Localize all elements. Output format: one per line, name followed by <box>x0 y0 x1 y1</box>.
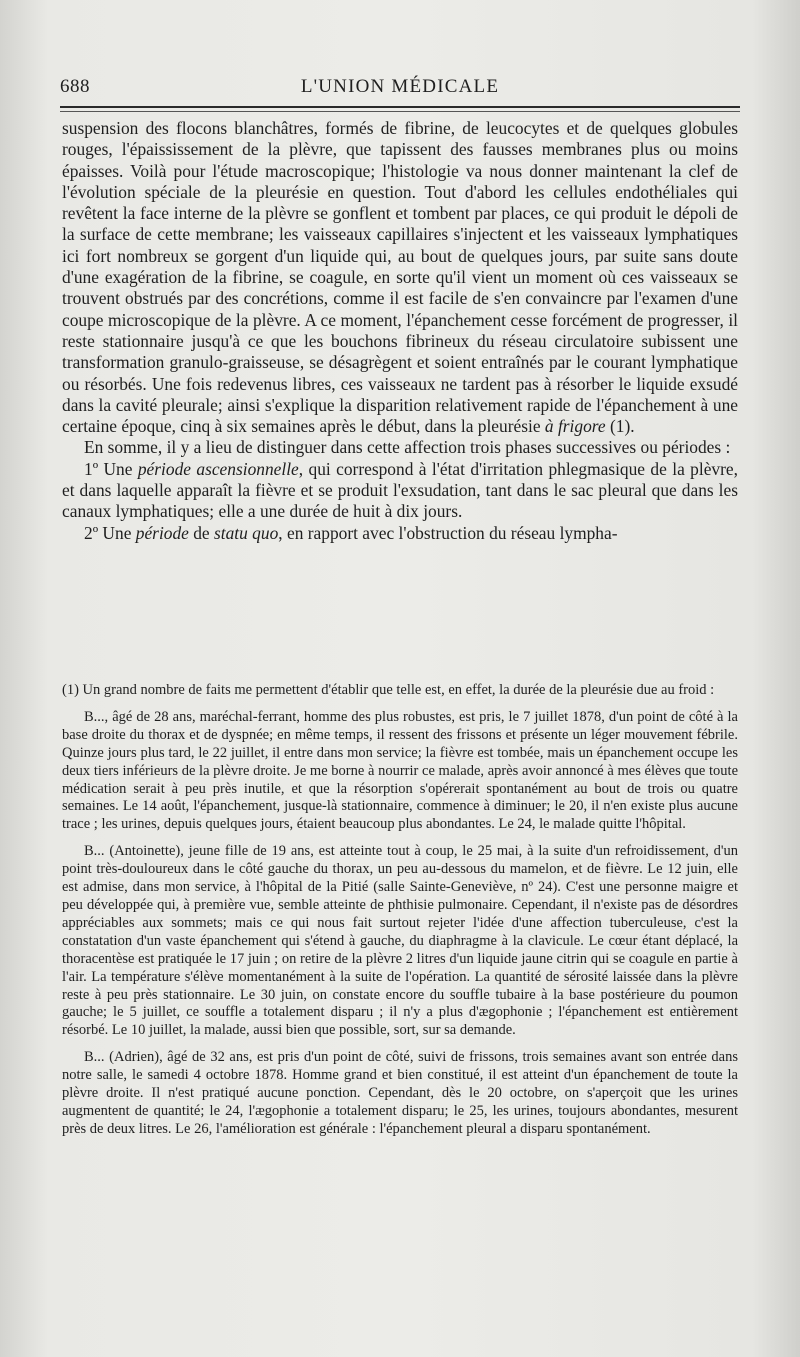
header-rule <box>60 106 740 108</box>
running-head: L'UNION MÉDICALE <box>300 76 500 97</box>
footnote-1: (1) Un grand nombre de faits me permettent d'établir que telle est, en effet, la durée de la pleurésie due au froid : <box>62 682 715 698</box>
paragraph-3: 1º Une période ascensionnelle, qui correspond à l'état d'irritation phlegmasique de la plèvre, et dans laquelle apparaît la fièvre et se produit l'exsudation, tant dans le sac pleural que dans les canaux lymphatiques; elle a une durée de huit à dix jours. <box>62 458 738 522</box>
footnotes <box>62 682 738 1139</box>
paragraph-2: En somme, il y a lieu de distinguer dans cette affection trois phases successives ou périodes : <box>84 437 731 458</box>
paragraph-4: 2º Une période de statu quo, en rapport avec l'obstruction du réseau lympha- <box>84 522 618 543</box>
case-report-1: B..., âgé de 28 ans, maréchal-ferrant, homme des plus robustes, est pris, le 7 juillet 1878, d'un point de côté à la base droite du thorax et de dyspnée; en même temps, il ressent des frissons et présente un léger mouvement fébrile. Quinze jours plus tard, le 22 juillet, il entre dans mon service; la fièvre est tombée, mais un épanchement occupe les deux tiers inférieurs de la plèvre droite. Je me borne à nourrir ce malade, après avoir annoncé à mes élèves que toute médication serait à peu près inutile, et que la résorption s'opérerait spontanément au bout de trois ou quatre semaines. Le 14 août, l'épanchement, jusque-là stationnaire, commence à diminuer; le 20, il n'en existe plus aucune trace ; les urines, depuis quelques jours, étaient beaucoup plus abondantes. Le 24, le malade quitte l'hôpital. <box>62 708 738 833</box>
header-rule-thin <box>60 111 740 112</box>
main-text <box>62 118 738 544</box>
case-report-2: B... (Antoinette), jeune fille de 19 ans, est atteinte tout à coup, le 25 mai, à la suite d'un refroidissement, d'un point très-douloureux dans le côté gauche du thorax, un peu au-dessous du mamelon, et de fièvre. Le 12 juin, elle est admise, dans mon service, à l'hôpital de la Pitié (salle Sainte-Geneviève, nº 24). C'est une personne maigre et peu développée qui, à première vue, semble atteinte de phthisie pulmonaire. Cependant, il n'existe pas de désordres appréciables aux sommets; mais ce qui nous fait surtout rejeter l'idée d'une affection tuberculeuse, c'est la constatation d'un vaste épanchement qui s'étend à gauche, du diaphragme à la clavicule. Le cœur étant déplacé, la thoracentèse est pratiquée le 17 juin ; on retire de la plèvre 2 litres d'un liquide jaune citrin qui se coagule en partie à l'air. La température s'élève momentanément à la suite de l'opération. La quantité de sérosité laissée dans la plèvre reste à peu près stationnaire. Le 30 juin, on constate encore du souffle tubaire à la base postérieure du poumon gauche; le 5 juillet, ce souffle a totalement disparu ; il n'y a plus d'ægophonie ; l'épanchement est entièrement résorbé. Le 10 juillet, la malade, aussi bien que possible, sort, sur sa demande. <box>62 843 738 1039</box>
page-number: 688 <box>60 76 90 97</box>
case-report-3: B... (Adrien), âgé de 32 ans, est pris d'un point de côté, suivi de frissons, trois semaines avant son entrée dans notre salle, le samedi 4 octobre 1878. Homme grand et bien constitué, il est atteint d'un épanchement de toute la plèvre droite. Il n'est pratiqué aucune ponction. Cependant, dès le 20 octobre, on s'aperçoit que les urines augmentent de quantité; le 24, l'ægophonie a totalement disparu; le 25, les urines, toujours abondantes, mesurent près de deux litres. Le 26, l'amélioration est générale : l'épanchement pleural a disparu spontanément. <box>62 1049 738 1137</box>
page-header <box>60 72 740 102</box>
paragraph-1: suspension des flocons blanchâtres, formés de fibrine, de leucocytes et de quelques globules rouges, l'épaississement de la plèvre, que tapissent des fausses membranes plus ou moins épaisses. Voilà pour l'étude macroscopique; l'histologie va nous donner maintenant la clef de l'évolution spéciale de la pleurésie en question. Tout d'abord les cellules endothéliales qui revêtent la face interne de la plèvre se gonflent et tombent par places, ce qui produit le dépoli de la surface de cette membrane; les vaisseaux capillaires s'injectent et les vaisseaux lymphatiques ici fort nombreux se gorgent d'un liquide qui, au bout de quelques jours, par suite sans doute d'une exagération de la fibrine, se coagule, en sorte qu'il vient un moment où ces vaisseaux se trouvent obstrués par des concrétions, comme il est facile de s'en convaincre par l'examen d'une coupe microscopique de la plèvre. A ce moment, l'épanchement cesse forcément de progresser, il reste stationnaire jusqu'à ce que les bouchons fibrineux du réseau circulatoire subissent une transformation granulo-graisseuse, se désagrègent et soient entraînés par le courant lymphatique ou résorbés. Une fois redevenus libres, ces vaisseaux ne tardent pas à résorber le liquide exsudé dans la cavité pleurale; ainsi s'explique la disparition relativement rapide de l'épanchement à une certaine époque, cinq à six semaines après le début, dans la pleurésie à frigore (1). <box>62 118 738 437</box>
